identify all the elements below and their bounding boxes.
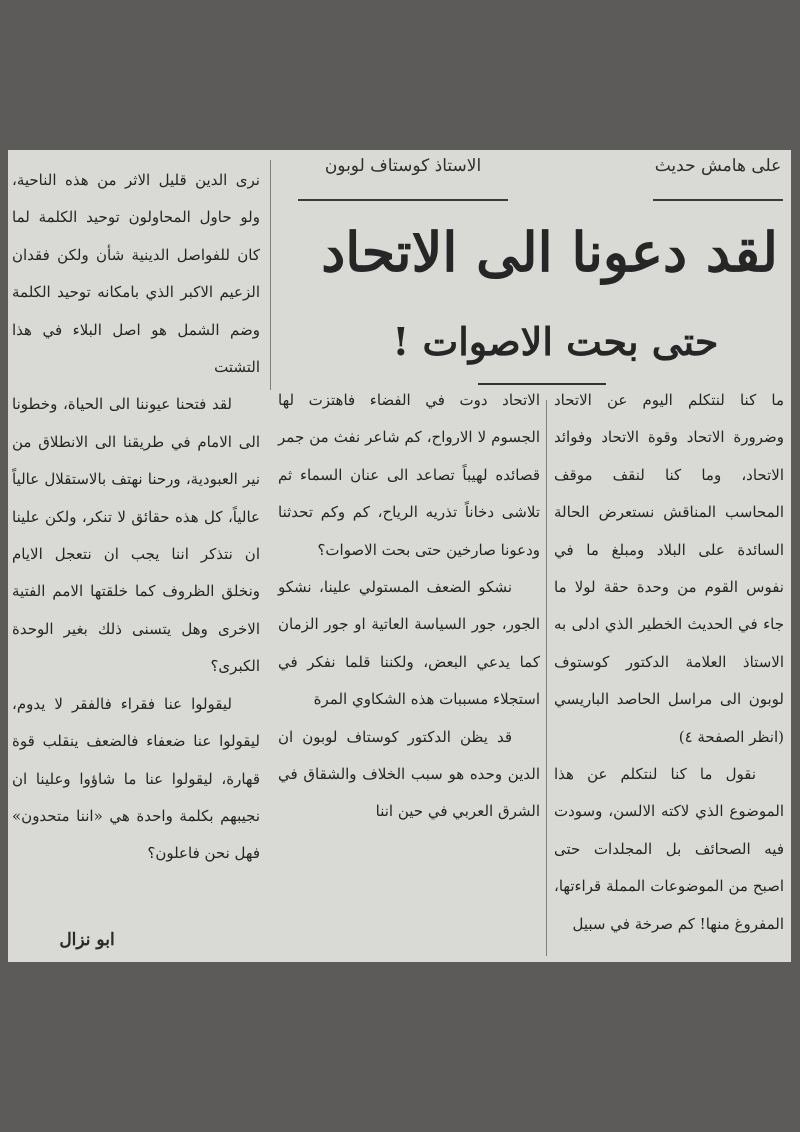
paragraph: ليقولوا عنا فقراء فالفقر لا يدوم، ليقولوا عنا ضعفاء فالضعف ينقلب قوة قهارة، ليقولوا عنا ما شاؤوا وعلينا ان نجيبهم بكلمة واحدة هي «اننا متحدون» فهل نحن فاعلون؟ xyxy=(12,694,260,863)
paragraph: قد يظن الدكتور كوستاف لوبون ان الدين وحده هو سبب الخلاف والشقاق في الشرق العربي في حين اننا xyxy=(278,727,540,821)
paragraph: لقد فتحنا عيوننا الى الحياة، وخطونا الى الامام في طريقنا الى الانطلاق من نير العبودية، ورحنا نهتف بالاستقلال عالياً عالياً، كل هذه حقائق لا تنكر، ولكن علينا ان نتذكر اننا يجب ان نتعجل الايام ونخلق الظروف كما خلقتها الامم الفتية الاخرى وهل يتسنى ذلك بغير الوحدة الكبرى؟ xyxy=(12,395,260,676)
top-column-rule xyxy=(270,160,271,390)
lower-column-rule xyxy=(546,400,547,956)
newspaper-clipping xyxy=(8,150,791,962)
author-signature: ابو نزال xyxy=(59,930,115,950)
headline: لقد دعونا الى الاتحاد xyxy=(321,220,778,284)
paragraph: ما كنا لنتكلم اليوم عن الاتحاد وضرورة الاتحاد وقوة الاتحاد وفوائد الاتحاد، وما كنا لنقف موقف المحاسب المناقش نستعرض الحالة السائدة على البلاد ومبلغ ما في نفوس القوم من وحدة حقة لولا ما جاء في الحديث الخطير الذي ادلى به الاستاذ العلامة الدكتور كوستوف لوبون الى مراسل الحاصد الباريسي (انظر الصفحة ٤) xyxy=(554,391,784,746)
column-name-rule xyxy=(653,199,783,201)
article-byline: الاستاذ كوستاف لوبون xyxy=(324,156,482,176)
column-name: على هامش حديث xyxy=(654,156,782,176)
article-column-left xyxy=(12,162,260,922)
article-column-right xyxy=(554,382,784,960)
paragraph: نرى الدين قليل الاثر من هذه الناحية، ولو حاول المحاولون توحيد الكلمة لما كان للفواصل الدينية شأن ولكن فقدان الزعيم الاكبر الذي بامكانه توحيد الكلمة وضم الشمل هو اصل البلاء في هذا التشتت xyxy=(12,171,260,377)
subheadline: حتى بحت الاصوات ! xyxy=(392,319,719,364)
paragraph: الاتحاد دوت في الفضاء فاهتزت لها الجسوم لا الارواح، كم شاعر نفث من جمر قصائده لهيباً تصاعد الى عنان السماء ثم تلاشى دخاناً تذريه الرياح، كم وكم تحدثنا ودعونا صارخين حتى بحت الاصوات؟ xyxy=(278,391,540,559)
paragraph: نشكو الضعف المستولي علينا، نشكو الجور، جور السياسة العاتية او جور الزمان كما يدعي البعض، ولكننا قلما نفكر في استجلاء مسببات هذه الشكاوي المرة xyxy=(278,578,540,709)
article-column-middle xyxy=(278,382,540,960)
byline-rule xyxy=(298,199,508,201)
paragraph: نقول ما كنا لنتكلم عن هذا الموضوع الذي لاكته الالسن، وسودت فيه الصحائف بل المجلدات حتى اصبح من الموضوعات المملة قراءتها، المفروغ منها! كم صرخة في سبيل xyxy=(554,765,784,933)
